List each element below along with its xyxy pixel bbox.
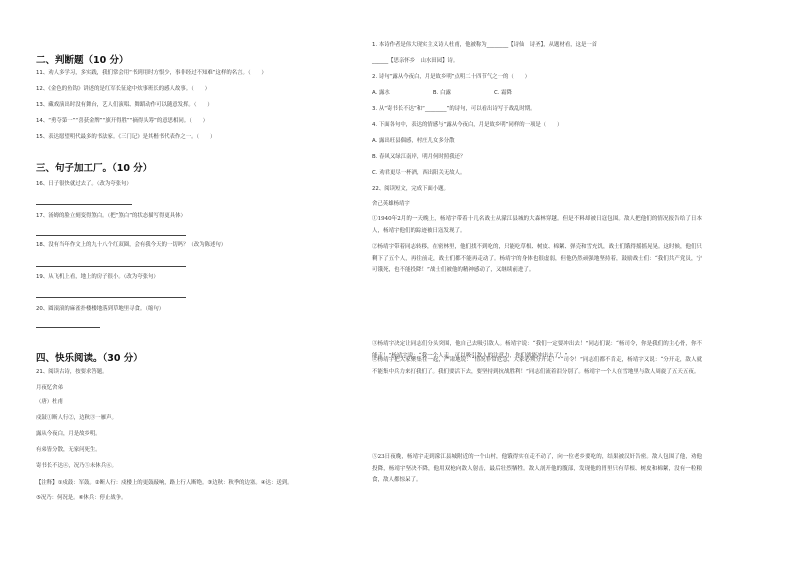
answer-line[interactable] xyxy=(36,327,100,328)
judge-item: 14、“勇夺第一”“喜获金牌”“旗开得胜”“摘得头筹”的意思相同。（ ） xyxy=(36,118,209,124)
option-a: A. 露出旺县偶感，村庄儿女多分散 xyxy=(372,138,455,144)
answer-line[interactable] xyxy=(36,235,186,236)
poem-notes: ⑤况乃：何况是。⑥休兵：停止战争。 xyxy=(36,495,127,501)
poem-author: （唐）杜甫 xyxy=(36,399,63,405)
story-paragraph: ③杨靖宇决定让同志们分头突围，他自己去吸引敌人。杨靖宇说：“我们一定要冲出去！”同志们说：“杨司令，你是我们的主心骨，你不能走！”杨靖宇说：“我一个人走，可以吸引敌人的注意力，你们就能冲出去了！” xyxy=(372,341,702,359)
judge-item: 11、劝人多学习，多实践，我们常会用“书到用时方恨少，事非经过不知难”这样的名言。（ ） xyxy=(36,70,267,76)
option-c: C. 劝君更尽一杯酒，西出阳关无故人。 xyxy=(372,170,466,176)
poem-line: 有弟皆分散，无家问死生。 xyxy=(36,447,101,453)
poem-notes: 【注释】①戍鼓：军鼓。②断人行：戍楼上的更鼓敲响，路上行人断绝。③边秋：秋季的边塞。④达：送到。 xyxy=(36,480,293,486)
answer-line[interactable] xyxy=(36,204,132,205)
sentence-item: 20、圆滚滚的麻雀扑楼楼地落到草地里寻食。（缩句） xyxy=(36,306,165,312)
judge-item: 12、《金色的鱼钩》讲述的是红军长征途中炊事班长的感人故事。（ ） xyxy=(36,86,210,92)
section4-title: 四、快乐阅读。（30 分） xyxy=(36,353,143,364)
answer-line[interactable] xyxy=(36,266,186,267)
story-paragraph: ⑤23日夜晚，杨靖宇走到濛江县城附近的一个山村，他饿得实在走不动了，向一位老乡要吃的，结果被汉奸告密。敌人包围了他，劝他投降，杨靖宇坚决不降，他用双枪向敌人射击，最后壮烈牺牲。敌人剖开他的腹部，发现他的胃里只有草根、树皮和棉絮，没有一粒粮食，敌人都惊呆了。 xyxy=(372,454,702,484)
question-line: 3. 从“寄书长不达”和“________”的诗句，可以看出诗写于战乱时期。 xyxy=(372,106,536,112)
q21-prompt: 21、阅读古诗，按要求答题。 xyxy=(36,369,108,375)
q22-prompt: 22、阅读短文，完成下面小题。 xyxy=(372,186,449,192)
question-line: 4. 下面各句中，表达的情感与“露从今夜白，月是故乡明”同样的一项是（ ） xyxy=(372,122,563,128)
option-b: B. 春风又绿江南岸，明月何时照我还？ xyxy=(372,154,466,160)
question-options: A. 露水 B. 白露 C. 霜降 xyxy=(372,90,512,96)
story-paragraph: ④杨靖宇把大家聚集在一起，严肃地说：“情况非常危急，大家必须分开走！”“司令！”同志们都不肯走，杨靖宇又说：“分开走，敌人就不能集中兵力来打我们了。我们要活下去，要坚持到抗战胜利！”同志们流着泪分别了。杨靖宇一个人在雪地里与敌人周旋了五天五夜。 xyxy=(372,357,702,375)
sentence-item: 16、日子很快就过去了。（改为夸张句） xyxy=(36,181,132,187)
sentence-item: 17、汤姆的脸立刻变得煞白。（把“煞白”的状态描写得更具体） xyxy=(36,213,186,219)
story-title: 舍己英雄杨靖宇 xyxy=(372,201,410,207)
story-paragraph: ①1940年2月的一天晚上，杨靖宇带着十几名战士从濛江县城的大森林穿越。但是不料却被日寇包围。敌人把他们的情况报告给了日本人，杨靖宇他们的踪迹被日寇发现了。 xyxy=(372,216,702,234)
section2-title: 二、判断题（10 分） xyxy=(36,55,129,66)
poem-line: 露从今夜白，月是故乡明。 xyxy=(36,431,101,437)
judge-item: 13、藏戏演出时没有舞台，艺人们演唱、舞蹈动作可以随意发挥。（ ） xyxy=(36,102,213,108)
story-paragraph: ②杨靖宇带着同志转移，在密林里，他们找不到吃的，只能吃草根、树皮、棉絮、弹壳和雪充饥，战士们饿得摇摇晃晃。这时候，他们只剩下了五个人，再往前走，战士们都不能再走动了。杨靖宇的身体也很虚弱，但他仍然顽强地坚持着，鼓励战士们：“我们共产党员，宁可饿死，也不能投降！”战士们被他的精神感动了，又继续前进了。 xyxy=(372,244,703,274)
poem-line: 戍鼓①断人行②，边秋③一雁声。 xyxy=(36,415,117,421)
poem-line: 寄书长不达④，况乃⑤未休兵⑥。 xyxy=(36,463,117,469)
section3-title: 三、句子加工厂。（10 分） xyxy=(36,163,153,174)
poem-title: 月夜忆舍弟 xyxy=(36,385,63,391)
question-line: 2. 诗句“露从今夜白，月是故乡明”点明二十四节气之一的（ ） xyxy=(372,74,530,80)
answer-line[interactable] xyxy=(36,297,186,298)
question-line: ______【思亲怀乡 山水田园】诗。 xyxy=(372,58,459,64)
sentence-item: 18、没有当年作文上的九十八个红双圈，会有我今天的一切吗？（改为陈述句） xyxy=(36,242,227,248)
sentence-item: 19、从飞机上看，地上的房子很小。（改为夸张句） xyxy=(36,274,159,280)
question-line: 1. 本诗作者是伟大现实主义诗人杜甫，他被称为________【诗仙 诗圣】，从题材看，这是一首 xyxy=(372,42,598,48)
judge-item: 15、表达愿望明代最多的书法家。《三门记》是其楷书代表作之一。（ ） xyxy=(36,134,216,140)
